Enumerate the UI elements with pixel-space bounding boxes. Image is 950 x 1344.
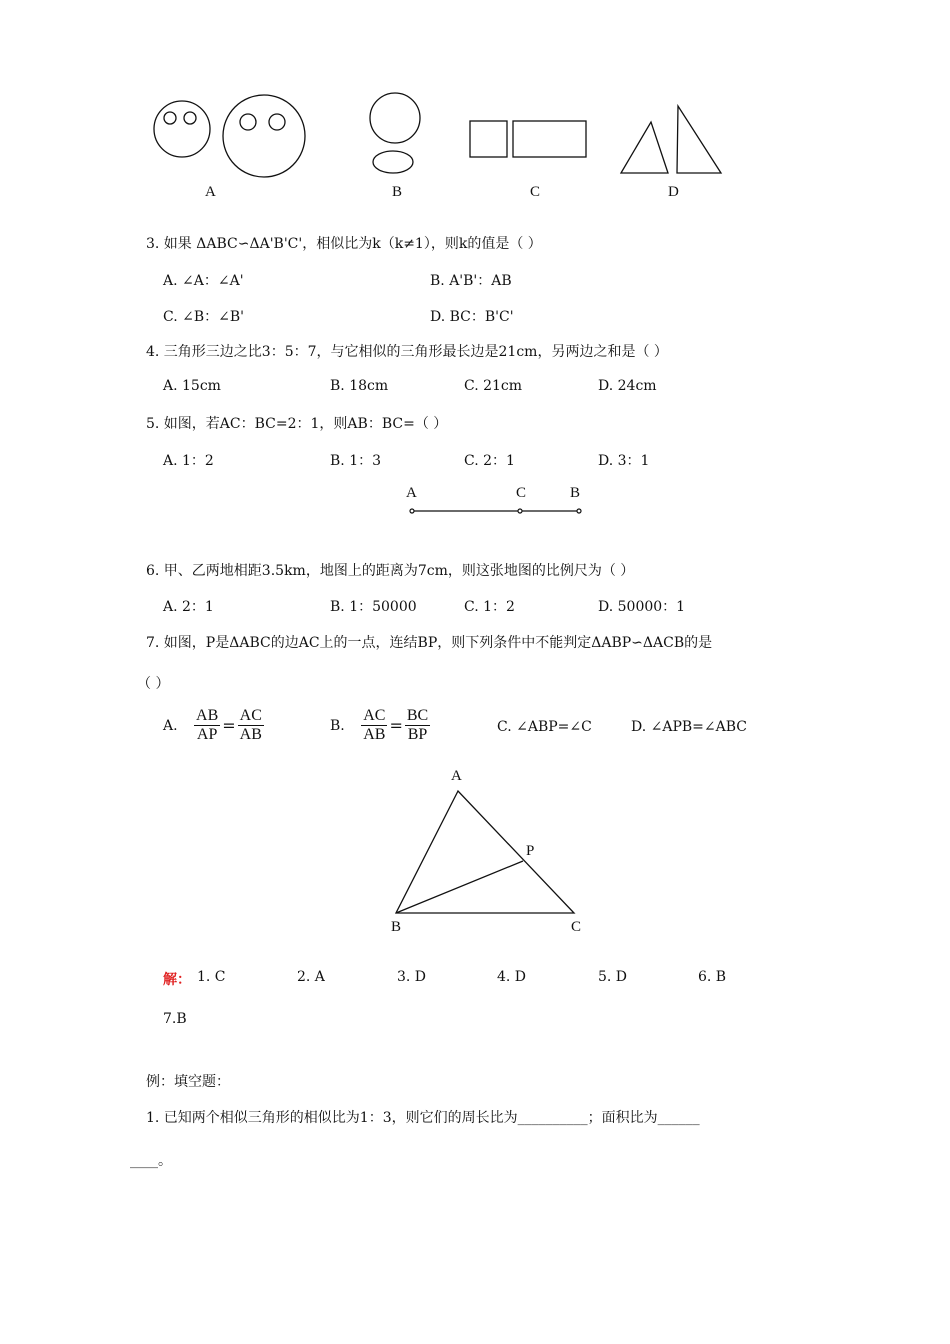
question-4-stem: 4. 三角形三边之比3：5：7，与它相似的三角形最长边是21cm，另两边之和是（ ）	[146, 344, 668, 360]
fraction-numerator: AC	[363, 707, 386, 724]
question-3-option-b: B. A'B'：AB	[430, 273, 512, 289]
fill-question-1-line-1: 1. 已知两个相似三角形的相似比为1：3，则它们的周长比为__________；面积比为______	[146, 1110, 700, 1126]
question-6-option-b: B. 1：50000	[330, 599, 417, 615]
equals-sign: =	[389, 716, 403, 735]
question-7-stem-cont: （ ）	[137, 676, 170, 692]
fraction-ab-ap	[194, 707, 220, 744]
question-7-option-a	[163, 707, 264, 744]
small-face-left-eye	[164, 112, 176, 124]
fill-section-heading: 例：填空题：	[146, 1074, 230, 1090]
segment-label-a: A	[406, 485, 417, 501]
question-5-option-b: B. 1：3	[330, 453, 382, 469]
figure-b-circle-ellipse	[370, 93, 420, 173]
triangle-abc-figure	[396, 791, 574, 913]
triangle-label-p: P	[526, 843, 535, 859]
segment-bp	[396, 861, 523, 913]
question-3-option-d: D. BC：B'C'	[430, 309, 514, 325]
question-3-stem: 3. 如果 ΔABC∽ΔA'B'C'，相似比为k（k≠1），则k的值是（ ）	[146, 236, 542, 252]
question-7-stem: 7. 如图，P是ΔABC的边AC上的一点，连结BP，则下列条件中不能判定ΔABP∽ΔACB的是	[146, 635, 713, 651]
circle-shape	[370, 93, 420, 143]
figure-label-a: A	[205, 184, 216, 200]
answer-7: 7.B	[163, 1011, 187, 1027]
answer-label: 解：	[163, 972, 191, 988]
fraction-numerator: BC	[406, 707, 429, 724]
question-6-option-c: C. 1：2	[464, 599, 515, 615]
answer-1: 1. C	[197, 969, 226, 985]
question-4-option-c: C. 21cm	[464, 378, 523, 394]
question-5-option-c: C. 2：1	[464, 453, 515, 469]
fraction-ac-ab	[238, 707, 264, 744]
large-face-circle	[223, 95, 305, 177]
fraction-numerator: AB	[196, 707, 219, 724]
square-shape	[470, 121, 507, 157]
small-face-right-eye	[184, 112, 196, 124]
large-face-right-eye	[269, 114, 285, 130]
answer-6: 6. B	[698, 969, 727, 985]
fraction-denominator: AB	[239, 726, 262, 743]
question-7-option-c: C. ∠ABP=∠C	[497, 719, 592, 735]
triangle-label-c: C	[571, 919, 582, 935]
triangle-label-a: A	[451, 768, 462, 784]
triangle-label-b: B	[391, 919, 402, 935]
question-7-option-b	[330, 707, 430, 744]
fraction-denominator: AP	[196, 726, 218, 743]
ellipse-shape	[373, 151, 413, 173]
small-triangle	[621, 122, 668, 173]
fraction-denominator: AB	[363, 726, 386, 743]
rectangle-shape	[513, 121, 586, 157]
fraction-bc-bp	[405, 707, 430, 744]
small-face-circle	[154, 101, 210, 157]
option-a-prefix: A.	[163, 717, 178, 734]
question-3-option-c: C. ∠B：∠B'	[163, 309, 244, 325]
figure-label-d: D	[668, 184, 679, 200]
figure-a-faces	[154, 95, 305, 177]
fraction-denominator: BP	[407, 726, 428, 743]
answer-3: 3. D	[397, 969, 427, 985]
question-4-option-d: D. 24cm	[598, 378, 657, 394]
segment-label-b: B	[570, 485, 581, 501]
question-6-option-d: D. 50000：1	[598, 599, 686, 615]
question-4-option-b: B. 18cm	[330, 378, 389, 394]
large-triangle	[677, 106, 721, 173]
question-4-option-a: A. 15cm	[163, 378, 221, 394]
question-5-stem: 5. 如图，若AC：BC=2：1，则AB：BC=（ ）	[146, 416, 448, 432]
figure-c-rectangles	[470, 121, 586, 157]
question-6-stem: 6. 甲、乙两地相距3.5km，地图上的距离为7cm，则这张地图的比例尺为（ ）	[146, 563, 635, 579]
question-6-option-a: A. 2：1	[163, 599, 214, 615]
fraction-numerator: AC	[239, 707, 262, 724]
point-a	[410, 509, 414, 513]
segment-label-c: C	[516, 485, 527, 501]
point-c	[518, 509, 522, 513]
question-5-option-d: D. 3：1	[598, 453, 650, 469]
large-face-left-eye	[240, 114, 256, 130]
question-5-option-a: A. 1：2	[163, 453, 214, 469]
equals-sign: =	[222, 716, 236, 735]
triangle-abc	[396, 791, 574, 913]
question-7-option-d: D. ∠APB=∠ABC	[631, 719, 748, 735]
question-3-option-a: A. ∠A：∠A'	[163, 273, 244, 289]
figure-label-b: B	[392, 184, 403, 200]
point-b	[577, 509, 581, 513]
figure-d-triangles	[621, 106, 721, 173]
segment-figure	[410, 509, 581, 513]
fill-question-1-line-2: ____。	[130, 1153, 172, 1169]
figure-label-c: C	[530, 184, 541, 200]
answer-2: 2. A	[297, 969, 325, 985]
answer-4: 4. D	[497, 969, 527, 985]
option-b-prefix: B.	[330, 717, 345, 734]
answer-5: 5. D	[598, 969, 628, 985]
fraction-ac-ab	[361, 707, 387, 744]
